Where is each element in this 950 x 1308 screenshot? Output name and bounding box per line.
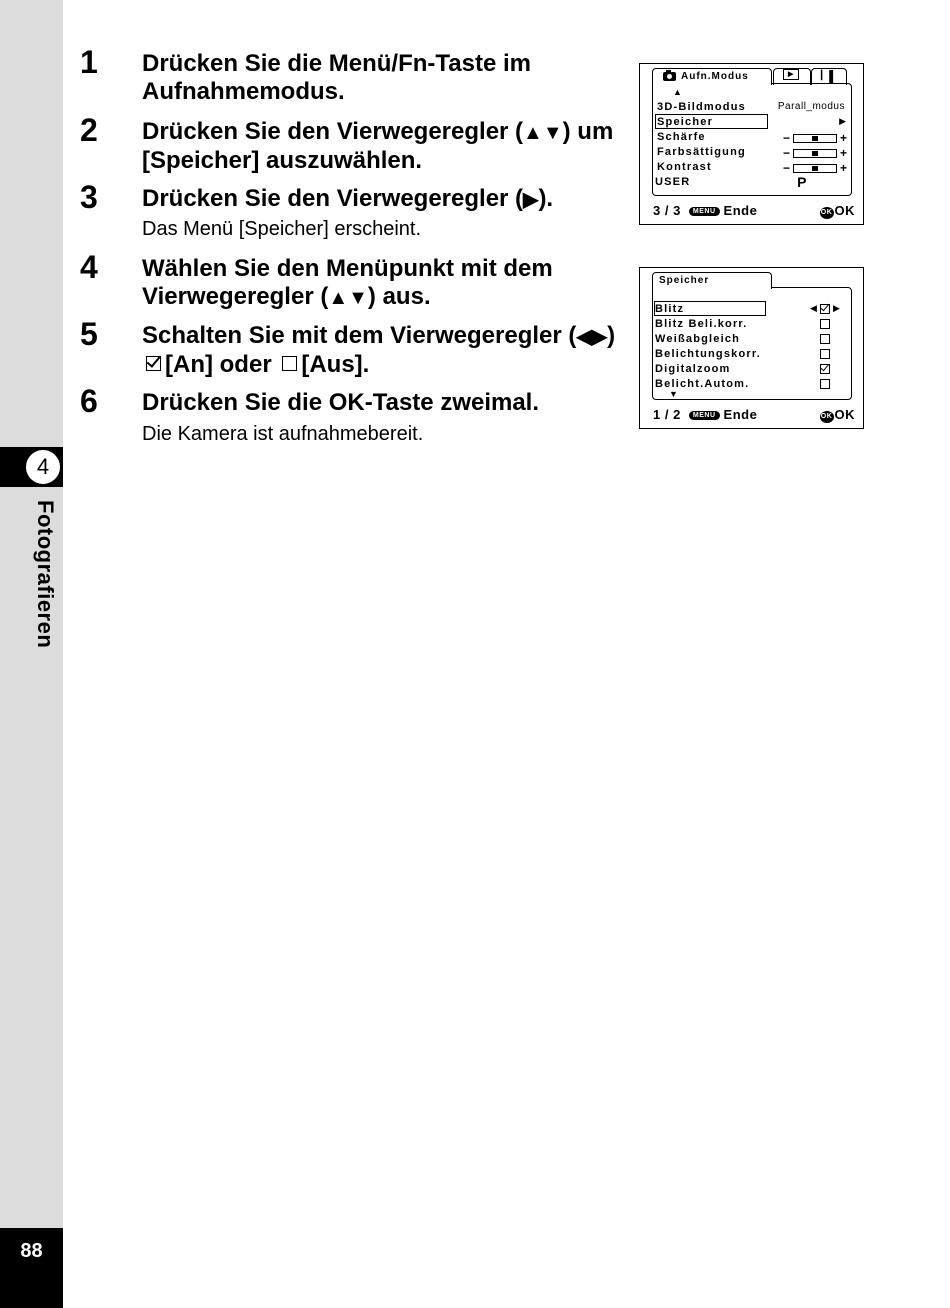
end-label: Ende — [723, 407, 758, 422]
chapter-title: Fotografieren — [33, 500, 58, 649]
on-text: [An] oder — [165, 351, 272, 378]
ok-button-icon: OK — [820, 411, 834, 423]
scroll-up-icon: ▲ — [673, 87, 682, 97]
checkbox-white-balance[interactable] — [820, 334, 830, 344]
side-band — [0, 0, 63, 1308]
step-number: 3 — [80, 179, 98, 215]
step-text-part: Drücken Sie den Vierwegeregler ( — [142, 118, 524, 145]
off-text: [Aus]. — [301, 351, 370, 378]
checkbox-exposure-comp[interactable] — [820, 349, 830, 359]
menu-item-memory[interactable]: Speicher — [657, 116, 714, 128]
step-text: Drücken Sie die OK-Taste zweimal. — [142, 389, 540, 416]
menu-item-exposure-comp[interactable]: Belichtungskorr. — [655, 348, 761, 360]
camera-screen-record-menu — [639, 63, 864, 225]
menu-item-user[interactable]: USER — [655, 176, 691, 188]
sharpness-slider[interactable]: − + — [782, 131, 847, 145]
page-indicator: 1 / 2 — [653, 407, 681, 422]
step-text-part: Schalten Sie mit dem Vierwegeregler ( — [142, 322, 577, 349]
scroll-down-icon: ▼ — [669, 389, 678, 399]
step-text-part: ) um [Speicher] auszuwählen. — [142, 118, 614, 174]
menu-item-sharpness[interactable]: Schärfe — [657, 131, 706, 143]
ok-label: OK — [834, 407, 855, 422]
up-down-arrows-icon: ▲▼ — [328, 287, 368, 309]
menu-item-white-balance[interactable]: Weißabgleich — [655, 333, 741, 345]
ok-footer — [820, 407, 856, 423]
step-text — [142, 118, 622, 175]
menu-button-icon: MENU — [689, 411, 720, 420]
menu-button-icon: MENU — [689, 207, 720, 216]
page-number: 88 — [20, 1240, 43, 1262]
checkbox-auto-exposure[interactable] — [820, 379, 830, 389]
chapter-number: 4 — [25, 449, 61, 485]
step-text: Drücken Sie die Menü/Fn-Taste im Aufnahmemodus. — [142, 50, 531, 105]
wrench-icon: ꟾ▐ — [820, 71, 836, 83]
step-text-part: Drücken Sie den Vierwegeregler ( — [142, 185, 524, 212]
screen-footer — [653, 407, 757, 422]
left-right-arrows-icon: ◀▶ — [576, 326, 608, 348]
menu-item-auto-exposure[interactable]: Belicht.Autom. — [655, 378, 750, 390]
ok-label: OK — [834, 203, 855, 218]
right-arrow-icon: ▶ — [523, 189, 539, 211]
checkbox-empty-icon — [282, 356, 297, 371]
menu-item-3d-mode[interactable]: 3D-Bildmodus — [657, 101, 746, 113]
checkbox-flash[interactable] — [820, 304, 830, 314]
step-text — [142, 255, 622, 312]
playback-icon: ▶ — [783, 69, 799, 80]
step-text — [142, 322, 622, 379]
up-down-arrows-icon: ▲▼ — [523, 122, 563, 144]
menu-item-flash[interactable]: Blitz — [655, 303, 685, 315]
step-note: Das Menü [Speicher] erscheint. — [142, 218, 422, 240]
tab-memory[interactable] — [652, 272, 772, 289]
step-text — [142, 185, 622, 214]
menu-item-digital-zoom[interactable]: Digitalzoom — [655, 363, 731, 375]
right-arrow-icon: ▶ — [833, 303, 840, 313]
step-number: 2 — [80, 112, 98, 148]
menu-panel — [652, 287, 852, 400]
camera-icon — [663, 72, 676, 81]
checkbox-digital-zoom[interactable] — [820, 364, 830, 374]
user-mode-value: P — [797, 174, 807, 190]
ok-button-icon: OK — [820, 207, 834, 219]
step-text-part: ) aus. — [367, 283, 431, 310]
left-arrow-icon: ◀ — [810, 303, 817, 313]
step-number: 6 — [80, 383, 98, 419]
tab-label: Aufn.Modus — [681, 71, 749, 82]
step-note: Die Kamera ist aufnahmebereit. — [142, 423, 424, 445]
contrast-slider[interactable]: − + — [782, 161, 847, 175]
saturation-slider[interactable]: − + — [782, 146, 847, 160]
menu-item-contrast[interactable]: Kontrast — [657, 161, 712, 173]
menu-value: Parall_modus — [777, 101, 845, 112]
checkbox-flash-comp[interactable] — [820, 319, 830, 329]
step-number: 5 — [80, 316, 98, 352]
step-number: 4 — [80, 249, 98, 285]
tab-record-mode[interactable] — [652, 68, 772, 85]
menu-item-flash-comp[interactable]: Blitz Beli.korr. — [655, 318, 748, 330]
step-text-part: ). — [538, 185, 554, 212]
checkbox-checked-icon — [146, 356, 161, 371]
submenu-arrow-icon: ▶ — [839, 116, 846, 126]
step-text-part: ) — [607, 322, 616, 349]
menu-panel — [652, 83, 852, 196]
step-number: 1 — [80, 44, 98, 80]
tab-label: Speicher — [659, 275, 710, 286]
camera-screen-memory-menu — [639, 267, 864, 429]
step-text-part: Wählen Sie den Menüpunkt mit dem Vierwegeregler ( — [142, 255, 553, 310]
page-indicator: 3 / 3 — [653, 203, 681, 218]
end-label: Ende — [723, 203, 758, 218]
menu-item-saturation[interactable]: Farbsättigung — [657, 146, 746, 158]
screen-footer — [653, 203, 757, 218]
ok-footer — [820, 203, 856, 219]
